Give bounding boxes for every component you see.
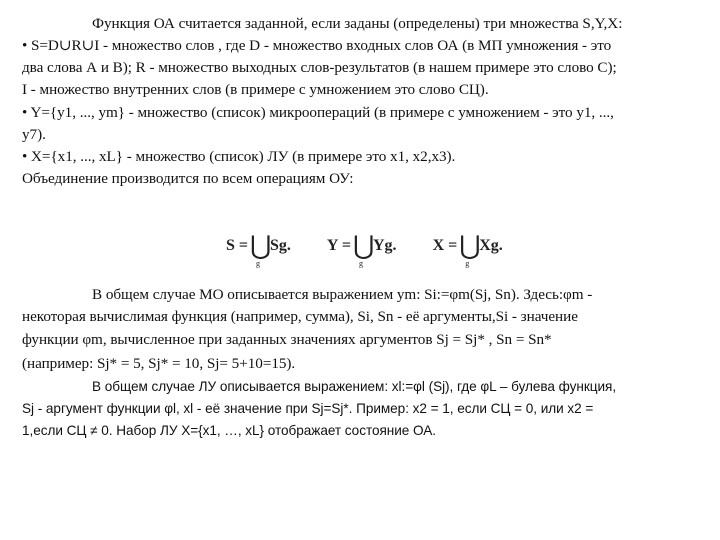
text-line: два слова А и В); R - множество выходных слов-результатов (в нашем примере это слово С);	[22, 59, 617, 76]
text-line: некоторая вычислимая функция (например, сумма), Si, Sn - её аргументы,Si - значение	[22, 308, 578, 325]
union-symbol: ⋃	[459, 231, 481, 260]
formula-rhs: Sg.	[270, 237, 291, 254]
text-line: • S=D∪R∪I - множество слов , где D - множество входных слов ОА (в МП умножения - это	[22, 37, 612, 54]
formula-lhs: X =	[432, 237, 458, 254]
text-line: функции φm, вычисленное при заданных значениях аргументов Sj = Sj* , Sn = Sn*	[22, 331, 552, 348]
union-operator	[459, 231, 481, 268]
union-operator	[250, 231, 272, 268]
text-line: (например: Sj* = 5, Sj* = 10, Sj= 5+10=15).	[22, 355, 296, 372]
formula-image	[226, 226, 503, 266]
text-line: В общем случае ЛУ описывается выражением: xl:=φl (Sj), где φL – булева функция,	[92, 379, 617, 394]
formula-lhs: S =	[226, 237, 249, 254]
text-line: В общем случае МО описывается выражением ym: Si:=φm(Sj, Sn). Здесь:φm -	[92, 286, 593, 303]
formula-rhs: Xg.	[479, 237, 503, 254]
formula-s	[226, 231, 291, 268]
text-line: Объединение производится по всем операциям ОУ:	[22, 170, 354, 187]
text-line: I - множество внутренних слов (в примере с умножением это слово СЦ).	[22, 81, 489, 98]
text-line: • Y={y1, ..., ym} - множество (список) микроопераций (в примере с умножением - это y1, ...,	[22, 104, 614, 121]
union-symbol: ⋃	[250, 231, 272, 260]
formula-y	[326, 231, 397, 268]
formula-lhs: Y =	[326, 237, 351, 254]
text-line: Функция ОА считается заданной, если заданы (определены) три множества S,Y,X:	[92, 15, 623, 32]
text-line: Sj - аргумент функции φl, xl - её значение при Sj=Sj*. Пример: x2 = 1, если СЦ = 0, или x2 =	[22, 401, 594, 416]
formula-x	[432, 231, 503, 268]
union-index: g	[359, 259, 363, 268]
union-index: g	[256, 259, 261, 268]
formula-rhs: Yg.	[373, 237, 397, 254]
text-line: • X={x1, ..., xL} - множество (список) ЛУ (в примере это x1, x2,x3).	[22, 148, 456, 165]
union-operator	[353, 231, 375, 268]
union-index: g	[465, 259, 470, 268]
text-line: y7).	[22, 126, 46, 143]
text-line: 1,если СЦ ≠ 0. Набор ЛУ X={x1, …, xL} отображает состояние ОА.	[22, 423, 436, 438]
union-symbol: ⋃	[353, 231, 375, 260]
